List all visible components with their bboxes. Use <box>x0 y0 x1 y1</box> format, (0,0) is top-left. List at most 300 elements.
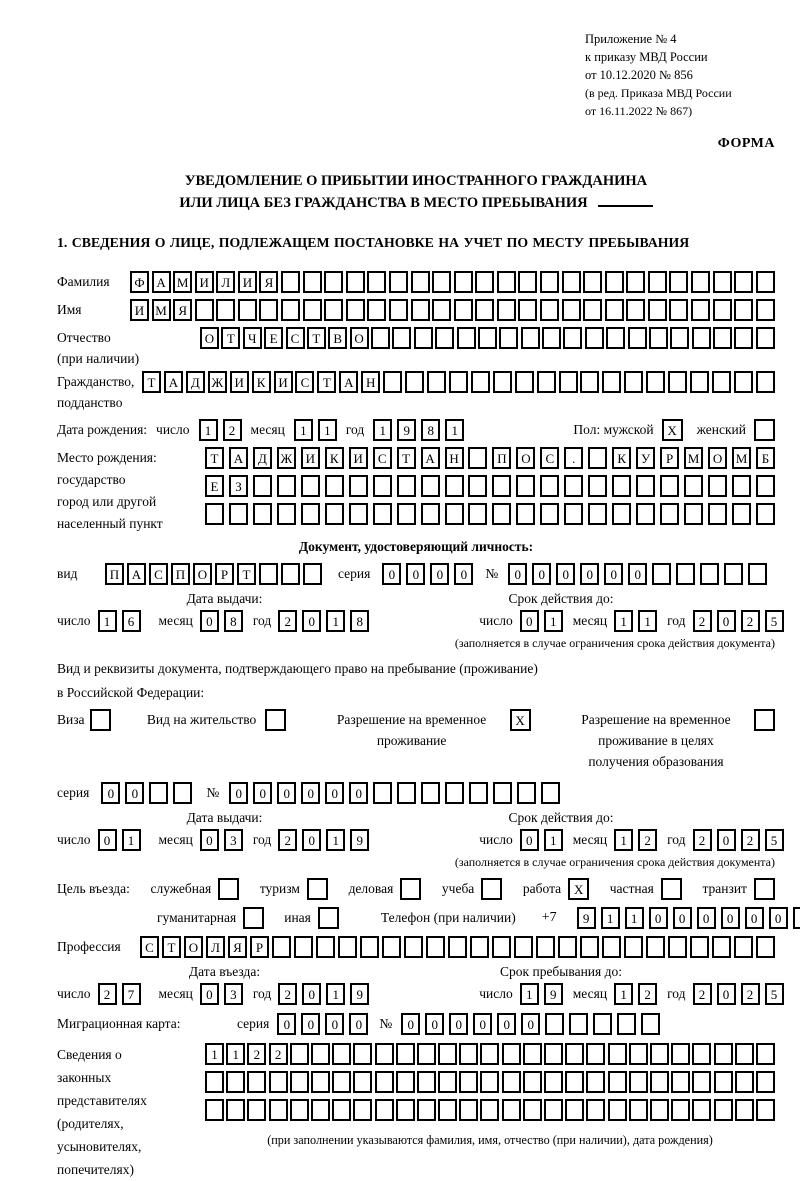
char-cell[interactable]: 0 <box>508 563 527 585</box>
char-cell[interactable] <box>712 936 731 958</box>
char-cell[interactable] <box>588 475 607 497</box>
char-cell[interactable] <box>605 271 624 293</box>
char-cell[interactable]: 2 <box>741 610 760 632</box>
char-cell[interactable] <box>411 271 430 293</box>
char-cell[interactable] <box>540 271 559 293</box>
char-cell[interactable]: 0 <box>717 610 736 632</box>
char-cell[interactable] <box>564 503 583 525</box>
char-cell[interactable]: М <box>684 447 703 469</box>
char-cell[interactable] <box>612 475 631 497</box>
char-cell[interactable] <box>563 327 582 349</box>
char-cell[interactable] <box>375 1071 394 1093</box>
char-cell[interactable] <box>588 503 607 525</box>
char-cell[interactable]: 7 <box>122 983 141 1005</box>
char-cell[interactable] <box>565 1099 584 1121</box>
char-cell[interactable] <box>650 1099 669 1121</box>
char-cell[interactable] <box>734 327 753 349</box>
char-cell[interactable] <box>756 503 775 525</box>
char-cell[interactable]: 0 <box>673 907 692 929</box>
char-cell[interactable]: 2 <box>638 983 657 1005</box>
char-cell[interactable]: 0 <box>98 829 117 851</box>
char-cell[interactable]: 0 <box>325 782 344 804</box>
char-cell[interactable] <box>515 371 534 393</box>
char-cell[interactable] <box>583 271 602 293</box>
char-cell[interactable]: 0 <box>101 782 120 804</box>
char-cell[interactable] <box>660 475 679 497</box>
char-cell[interactable]: Т <box>237 563 256 585</box>
char-cell[interactable] <box>389 299 408 321</box>
char-cell[interactable]: 0 <box>769 907 788 929</box>
char-cell[interactable]: 1 <box>544 610 563 632</box>
char-cell[interactable]: 2 <box>741 983 760 1005</box>
char-cell[interactable] <box>585 327 604 349</box>
char-cell[interactable]: 1 <box>625 907 644 929</box>
char-cell[interactable]: 1 <box>614 829 633 851</box>
char-cell[interactable] <box>272 936 291 958</box>
char-cell[interactable] <box>259 563 278 585</box>
char-cell[interactable] <box>373 503 392 525</box>
char-cell[interactable]: 2 <box>693 610 712 632</box>
char-cell[interactable]: Е <box>264 327 283 349</box>
char-cell[interactable]: В <box>328 327 347 349</box>
char-cell[interactable] <box>671 1071 690 1093</box>
char-cell[interactable] <box>414 327 433 349</box>
char-cell[interactable]: Л <box>206 936 225 958</box>
male-checkbox[interactable]: X <box>662 419 683 441</box>
char-cell[interactable] <box>397 475 416 497</box>
char-cell[interactable] <box>346 299 365 321</box>
char-cell[interactable]: 0 <box>200 983 219 1005</box>
char-cell[interactable]: 0 <box>532 563 551 585</box>
char-cell[interactable] <box>277 503 296 525</box>
char-cell[interactable] <box>367 299 386 321</box>
char-cell[interactable] <box>756 1043 775 1065</box>
residence-permit-checkbox[interactable] <box>265 709 286 731</box>
char-cell[interactable] <box>367 271 386 293</box>
char-cell[interactable] <box>303 299 322 321</box>
char-cell[interactable]: 1 <box>326 610 345 632</box>
char-cell[interactable]: О <box>708 447 727 469</box>
char-cell[interactable]: Ж <box>208 371 227 393</box>
char-cell[interactable]: 1 <box>326 983 345 1005</box>
char-cell[interactable]: У <box>636 447 655 469</box>
char-cell[interactable] <box>517 782 536 804</box>
char-cell[interactable]: Н <box>361 371 380 393</box>
char-cell[interactable]: 9 <box>544 983 563 1005</box>
char-cell[interactable]: 8 <box>224 610 243 632</box>
char-cell[interactable]: П <box>492 447 511 469</box>
char-cell[interactable] <box>617 1013 636 1035</box>
char-cell[interactable]: С <box>373 447 392 469</box>
char-cell[interactable]: 0 <box>717 983 736 1005</box>
char-cell[interactable]: З <box>229 475 248 497</box>
char-cell[interactable] <box>301 475 320 497</box>
char-cell[interactable]: 0 <box>200 610 219 632</box>
char-cell[interactable] <box>405 371 424 393</box>
char-cell[interactable] <box>692 327 711 349</box>
char-cell[interactable] <box>629 1099 648 1121</box>
purpose-transit-checkbox[interactable] <box>754 878 775 900</box>
char-cell[interactable] <box>281 299 300 321</box>
purpose-other-checkbox[interactable] <box>318 907 339 929</box>
char-cell[interactable] <box>269 1071 288 1093</box>
char-cell[interactable] <box>713 271 732 293</box>
char-cell[interactable] <box>756 371 775 393</box>
char-cell[interactable]: 1 <box>445 419 464 441</box>
char-cell[interactable] <box>516 475 535 497</box>
char-cell[interactable] <box>438 1043 457 1065</box>
char-cell[interactable]: 2 <box>638 829 657 851</box>
char-cell[interactable] <box>544 1099 563 1121</box>
char-cell[interactable] <box>324 271 343 293</box>
char-cell[interactable] <box>629 1071 648 1093</box>
char-cell[interactable]: 1 <box>614 983 633 1005</box>
char-cell[interactable] <box>593 1013 612 1035</box>
char-cell[interactable] <box>734 371 753 393</box>
char-cell[interactable] <box>468 503 487 525</box>
char-cell[interactable] <box>558 936 577 958</box>
char-cell[interactable]: 0 <box>125 782 144 804</box>
char-cell[interactable] <box>499 327 518 349</box>
char-cell[interactable] <box>606 327 625 349</box>
char-cell[interactable]: 1 <box>122 829 141 851</box>
char-cell[interactable]: О <box>516 447 535 469</box>
char-cell[interactable]: 2 <box>269 1043 288 1065</box>
char-cell[interactable]: Д <box>186 371 205 393</box>
char-cell[interactable]: 0 <box>382 563 401 585</box>
char-cell[interactable] <box>497 271 516 293</box>
char-cell[interactable] <box>732 503 751 525</box>
char-cell[interactable] <box>226 1099 245 1121</box>
char-cell[interactable] <box>700 563 719 585</box>
char-cell[interactable]: 0 <box>604 563 623 585</box>
char-cell[interactable]: 1 <box>294 419 313 441</box>
char-cell[interactable] <box>544 1071 563 1093</box>
char-cell[interactable]: К <box>612 447 631 469</box>
char-cell[interactable] <box>608 1099 627 1121</box>
char-cell[interactable] <box>290 1071 309 1093</box>
char-cell[interactable] <box>586 1099 605 1121</box>
char-cell[interactable]: 0 <box>580 563 599 585</box>
char-cell[interactable] <box>748 563 767 585</box>
char-cell[interactable] <box>492 475 511 497</box>
char-cell[interactable]: И <box>238 271 257 293</box>
char-cell[interactable] <box>564 475 583 497</box>
char-cell[interactable] <box>735 1043 754 1065</box>
char-cell[interactable]: О <box>350 327 369 349</box>
purpose-official-checkbox[interactable] <box>218 878 239 900</box>
char-cell[interactable]: Р <box>250 936 269 958</box>
char-cell[interactable] <box>714 1071 733 1093</box>
char-cell[interactable] <box>324 299 343 321</box>
char-cell[interactable] <box>332 1099 351 1121</box>
char-cell[interactable] <box>692 1043 711 1065</box>
char-cell[interactable] <box>493 782 512 804</box>
char-cell[interactable]: 2 <box>278 829 297 851</box>
char-cell[interactable] <box>404 936 423 958</box>
char-cell[interactable] <box>303 271 322 293</box>
char-cell[interactable]: 0 <box>229 782 248 804</box>
char-cell[interactable] <box>421 503 440 525</box>
char-cell[interactable]: 8 <box>421 419 440 441</box>
char-cell[interactable] <box>537 371 556 393</box>
char-cell[interactable] <box>396 1099 415 1121</box>
char-cell[interactable] <box>540 475 559 497</box>
char-cell[interactable] <box>459 1043 478 1065</box>
char-cell[interactable] <box>426 936 445 958</box>
char-cell[interactable] <box>290 1099 309 1121</box>
char-cell[interactable] <box>316 936 335 958</box>
purpose-humanitarian-checkbox[interactable] <box>243 907 264 929</box>
char-cell[interactable] <box>756 475 775 497</box>
char-cell[interactable]: С <box>286 327 305 349</box>
char-cell[interactable] <box>714 1099 733 1121</box>
char-cell[interactable] <box>735 1071 754 1093</box>
char-cell[interactable]: 3 <box>224 829 243 851</box>
char-cell[interactable] <box>502 1099 521 1121</box>
char-cell[interactable] <box>708 475 727 497</box>
char-cell[interactable]: М <box>732 447 751 469</box>
char-cell[interactable] <box>338 936 357 958</box>
char-cell[interactable] <box>475 299 494 321</box>
char-cell[interactable] <box>469 782 488 804</box>
char-cell[interactable]: 1 <box>601 907 620 929</box>
char-cell[interactable] <box>734 299 753 321</box>
char-cell[interactable]: 0 <box>745 907 764 929</box>
char-cell[interactable] <box>432 271 451 293</box>
char-cell[interactable]: Т <box>205 447 224 469</box>
char-cell[interactable] <box>671 1043 690 1065</box>
char-cell[interactable] <box>332 1071 351 1093</box>
char-cell[interactable] <box>353 1043 372 1065</box>
char-cell[interactable] <box>671 1099 690 1121</box>
char-cell[interactable] <box>253 503 272 525</box>
char-cell[interactable] <box>648 299 667 321</box>
char-cell[interactable]: А <box>339 371 358 393</box>
char-cell[interactable]: С <box>540 447 559 469</box>
char-cell[interactable] <box>756 1071 775 1093</box>
char-cell[interactable] <box>545 1013 564 1035</box>
char-cell[interactable] <box>602 936 621 958</box>
char-cell[interactable] <box>397 503 416 525</box>
char-cell[interactable] <box>311 1099 330 1121</box>
char-cell[interactable]: 2 <box>693 829 712 851</box>
char-cell[interactable]: О <box>200 327 219 349</box>
char-cell[interactable] <box>346 271 365 293</box>
char-cell[interactable] <box>732 475 751 497</box>
char-cell[interactable] <box>438 1071 457 1093</box>
char-cell[interactable] <box>646 936 665 958</box>
char-cell[interactable] <box>253 475 272 497</box>
char-cell[interactable] <box>448 936 467 958</box>
char-cell[interactable] <box>438 1099 457 1121</box>
char-cell[interactable] <box>518 299 537 321</box>
char-cell[interactable]: 0 <box>301 1013 320 1035</box>
char-cell[interactable] <box>454 299 473 321</box>
char-cell[interactable] <box>375 1043 394 1065</box>
char-cell[interactable] <box>612 503 631 525</box>
char-cell[interactable]: 0 <box>253 782 272 804</box>
char-cell[interactable]: Р <box>215 563 234 585</box>
char-cell[interactable] <box>565 1071 584 1093</box>
char-cell[interactable] <box>349 475 368 497</box>
char-cell[interactable] <box>325 503 344 525</box>
char-cell[interactable] <box>417 1099 436 1121</box>
char-cell[interactable]: И <box>301 447 320 469</box>
char-cell[interactable] <box>205 1071 224 1093</box>
char-cell[interactable] <box>468 475 487 497</box>
char-cell[interactable] <box>478 327 497 349</box>
char-cell[interactable] <box>497 299 516 321</box>
char-cell[interactable] <box>542 327 561 349</box>
char-cell[interactable] <box>624 936 643 958</box>
char-cell[interactable]: С <box>295 371 314 393</box>
char-cell[interactable] <box>652 563 671 585</box>
char-cell[interactable] <box>580 371 599 393</box>
char-cell[interactable]: И <box>130 299 149 321</box>
char-cell[interactable] <box>457 327 476 349</box>
char-cell[interactable] <box>756 327 775 349</box>
char-cell[interactable] <box>516 503 535 525</box>
char-cell[interactable] <box>713 327 732 349</box>
char-cell[interactable] <box>646 371 665 393</box>
char-cell[interactable] <box>332 1043 351 1065</box>
char-cell[interactable]: М <box>152 299 171 321</box>
char-cell[interactable] <box>565 1043 584 1065</box>
char-cell[interactable]: А <box>127 563 146 585</box>
char-cell[interactable] <box>735 1099 754 1121</box>
char-cell[interactable]: А <box>164 371 183 393</box>
char-cell[interactable]: И <box>274 371 293 393</box>
char-cell[interactable] <box>303 563 322 585</box>
char-cell[interactable] <box>470 936 489 958</box>
char-cell[interactable]: 9 <box>350 983 369 1005</box>
char-cell[interactable] <box>756 299 775 321</box>
char-cell[interactable]: 2 <box>741 829 760 851</box>
char-cell[interactable]: 0 <box>556 563 575 585</box>
char-cell[interactable] <box>290 1043 309 1065</box>
char-cell[interactable] <box>373 782 392 804</box>
char-cell[interactable]: 0 <box>349 1013 368 1035</box>
char-cell[interactable]: 0 <box>497 1013 516 1035</box>
char-cell[interactable]: 0 <box>697 907 716 929</box>
char-cell[interactable]: 0 <box>473 1013 492 1035</box>
char-cell[interactable] <box>668 371 687 393</box>
char-cell[interactable]: 0 <box>277 1013 296 1035</box>
char-cell[interactable] <box>605 299 624 321</box>
char-cell[interactable] <box>373 475 392 497</box>
char-cell[interactable] <box>353 1099 372 1121</box>
char-cell[interactable] <box>734 271 753 293</box>
char-cell[interactable]: 1 <box>544 829 563 851</box>
char-cell[interactable] <box>492 936 511 958</box>
char-cell[interactable] <box>392 327 411 349</box>
char-cell[interactable] <box>641 1013 660 1035</box>
char-cell[interactable] <box>712 371 731 393</box>
char-cell[interactable] <box>277 475 296 497</box>
char-cell[interactable] <box>734 936 753 958</box>
char-cell[interactable]: Ж <box>277 447 296 469</box>
char-cell[interactable]: И <box>349 447 368 469</box>
char-cell[interactable] <box>445 475 464 497</box>
char-cell[interactable]: 1 <box>199 419 218 441</box>
char-cell[interactable] <box>660 503 679 525</box>
char-cell[interactable] <box>580 936 599 958</box>
char-cell[interactable] <box>691 271 710 293</box>
char-cell[interactable]: 1 <box>318 419 337 441</box>
char-cell[interactable] <box>502 1071 521 1093</box>
char-cell[interactable] <box>756 271 775 293</box>
char-cell[interactable] <box>459 1099 478 1121</box>
char-cell[interactable]: . <box>564 447 583 469</box>
char-cell[interactable] <box>149 782 168 804</box>
char-cell[interactable]: 0 <box>649 907 668 929</box>
char-cell[interactable]: 0 <box>717 829 736 851</box>
char-cell[interactable] <box>449 371 468 393</box>
char-cell[interactable] <box>636 475 655 497</box>
char-cell[interactable]: А <box>229 447 248 469</box>
char-cell[interactable]: 9 <box>397 419 416 441</box>
char-cell[interactable] <box>247 1071 266 1093</box>
purpose-work-checkbox[interactable]: X <box>568 878 589 900</box>
char-cell[interactable] <box>311 1043 330 1065</box>
char-cell[interactable] <box>427 371 446 393</box>
char-cell[interactable]: 2 <box>693 983 712 1005</box>
char-cell[interactable] <box>417 1071 436 1093</box>
char-cell[interactable] <box>471 371 490 393</box>
char-cell[interactable] <box>536 936 555 958</box>
char-cell[interactable]: П <box>105 563 124 585</box>
char-cell[interactable]: 0 <box>349 782 368 804</box>
char-cell[interactable]: 1 <box>373 419 392 441</box>
char-cell[interactable] <box>713 299 732 321</box>
char-cell[interactable] <box>624 371 643 393</box>
char-cell[interactable] <box>676 563 695 585</box>
char-cell[interactable]: Т <box>317 371 336 393</box>
char-cell[interactable] <box>588 447 607 469</box>
visa-checkbox[interactable] <box>90 709 111 731</box>
char-cell[interactable]: Т <box>162 936 181 958</box>
char-cell[interactable] <box>389 271 408 293</box>
char-cell[interactable]: Т <box>142 371 161 393</box>
edu-residence-checkbox[interactable] <box>754 709 775 731</box>
char-cell[interactable]: 0 <box>406 563 425 585</box>
char-cell[interactable]: Ч <box>243 327 262 349</box>
char-cell[interactable] <box>216 299 235 321</box>
char-cell[interactable] <box>523 1099 542 1121</box>
female-checkbox[interactable] <box>754 419 775 441</box>
char-cell[interactable]: Я <box>173 299 192 321</box>
char-cell[interactable] <box>562 299 581 321</box>
char-cell[interactable] <box>238 299 257 321</box>
char-cell[interactable] <box>502 1043 521 1065</box>
char-cell[interactable] <box>396 1043 415 1065</box>
char-cell[interactable] <box>205 503 224 525</box>
char-cell[interactable]: 2 <box>223 419 242 441</box>
char-cell[interactable]: Т <box>221 327 240 349</box>
char-cell[interactable] <box>692 1071 711 1093</box>
char-cell[interactable] <box>714 1043 733 1065</box>
char-cell[interactable]: И <box>195 271 214 293</box>
char-cell[interactable]: Я <box>259 271 278 293</box>
char-cell[interactable]: 0 <box>302 829 321 851</box>
char-cell[interactable]: 9 <box>350 829 369 851</box>
char-cell[interactable]: С <box>149 563 168 585</box>
char-cell[interactable]: 0 <box>430 563 449 585</box>
char-cell[interactable]: 1 <box>98 610 117 632</box>
char-cell[interactable] <box>756 1099 775 1121</box>
char-cell[interactable] <box>396 1071 415 1093</box>
